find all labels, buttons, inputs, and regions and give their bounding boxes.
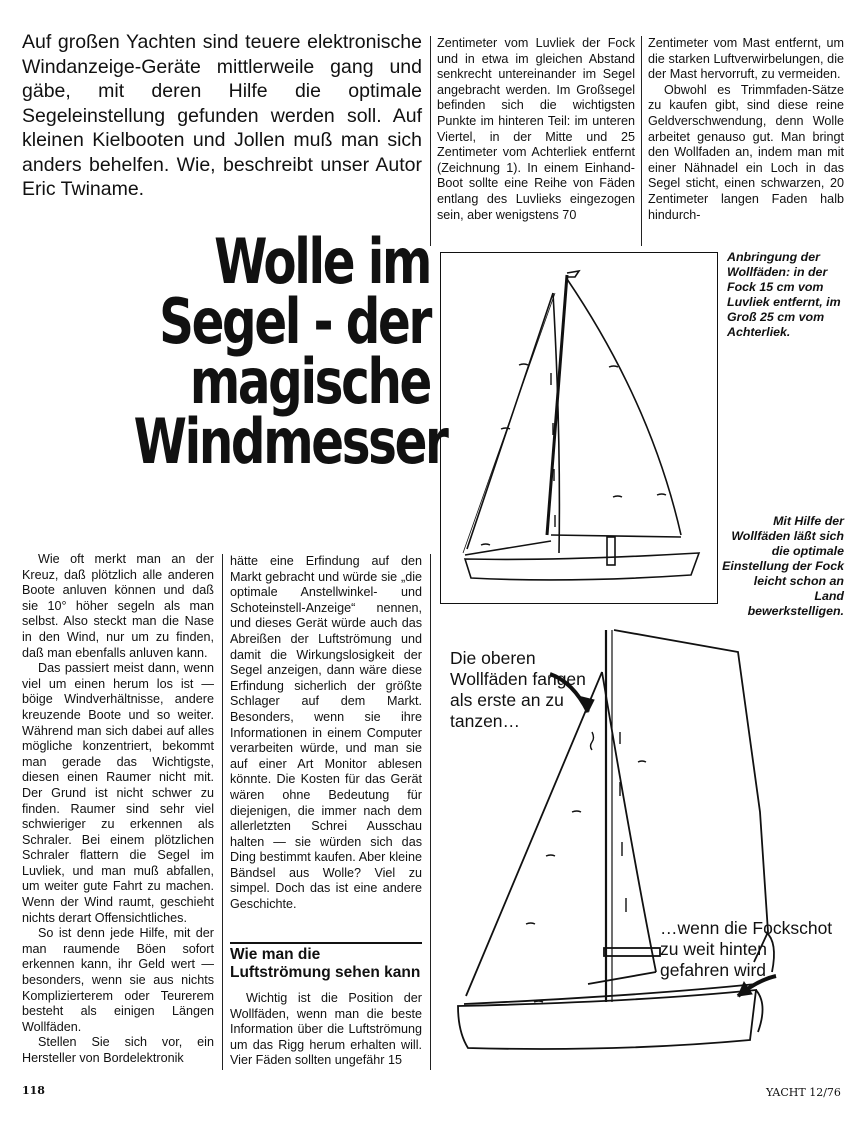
drawing-label-lower: …wenn die Fockschot zu weit hinten gefahren wird (660, 918, 833, 980)
page-number: 118 (22, 1084, 45, 1097)
column-rule (641, 36, 642, 246)
column-rule (222, 554, 223, 1070)
headline (133, 225, 447, 478)
top-column-1 (437, 36, 635, 223)
issue-label: YACHT 12/76 (766, 1086, 841, 1099)
paragraph: Obwohl es Trimmfaden-Sätze zu kaufen gibt, sind diese reine Geldverschwendung, denn Wolle arbeitet genauso gut. Man bringt den Wollfaden an, indem man mit einer Nähnadel ein Loch in das Segel sticht, einen schwarzen, 20 Zentimeter langen Faden halb hindurch- (648, 82, 844, 222)
paragraph: So ist denn jede Hilfe, mit der man raumende Böen sofort erkennen kann, ihr Geld wert — besonders, wenn sie aus nichts Komplizierterem oder Teurerem besteht als einigen Längen Wollfäden. (22, 926, 214, 1034)
subheading: Wie man die Luftströmung sehen kann (230, 946, 421, 981)
drawing-label-upper: Die oberen Wollfäden fangen als erste an zu tanzen… (450, 648, 586, 731)
headline-line-4: Windmesser (133, 405, 447, 478)
body-column-2 (230, 554, 422, 913)
sail-drawing-2 (438, 612, 848, 1070)
caption-2: Mit Hilfe der Wollfäden läßt sich die optimale Einstellung der Fock leicht schon an Land bewerkstelligen. (722, 514, 844, 618)
subhead-rule (230, 942, 422, 944)
headline-line-2: Segel - der (159, 285, 430, 358)
body-column-2b (230, 991, 422, 1069)
sail-drawing-1 (440, 252, 718, 604)
paragraph: Wichtig ist die Position der Wollfäden, wenn man die beste Information über die Luftströmung um das Rigg herum erhalten will. Vier Fäden sollten ungefähr 15 (230, 991, 422, 1068)
column-rule (430, 36, 431, 246)
paragraph: Stellen Sie sich vor, ein Hersteller von Bordelektronik (22, 1035, 214, 1065)
headline-line-3: magische (189, 345, 430, 418)
paragraph: Zentimeter vom Luvliek der Fock und in etwa im gleichen Abstand senkrecht untereinander im Segel angebracht werden. Im Großsegel befinden sich die wichtigsten Punkte im hinteren Teil: im unteren Viertel, in der Mitte und 25 Zentimeter vom Achterliek entfernt (Zeichnung 1). In einem Einhand-Boot sollte eine Reihe von Fäden entlang des Luvlieks eingezogen sein, aber wenigstens 70 (437, 36, 635, 222)
caption-1: Anbringung der Wollfäden: in der Fock 15 cm vom Luvliek entfernt, im Groß 25 cm vom Achterliek. (727, 250, 841, 339)
paragraph: Wie oft merkt man an der Kreuz, daß plötzlich alle anderen Boote anluven können und daß sie 10° höher segeln als man selbst. Also steckt man die Nase in den Wind, nur um zu finden, daß man ebenfalls anluven kann. (22, 552, 214, 660)
intro-text: Auf großen Yachten sind teuere elektronische Windanzeige-Geräte mittlerweile gang und gäbe, mit deren Hilfe die optimale Segeleinstellung gefunden werden soll. Auf kleinen Kielbooten und Jollen muß man sich anders behelfen. Wie, beschreibt unser Autor Eric Twiname. (22, 31, 422, 200)
column-rule (430, 554, 431, 1070)
dinghy-sketch (441, 253, 717, 603)
paragraph: Zentimeter vom Mast entfernt, um die starken Luftverwirbelungen, die der Mast hervorruft, zu vermeiden. (648, 36, 844, 82)
headline-line-1: Wolle im (214, 225, 430, 298)
paragraph: Das passiert meist dann, wenn viel um einen herum los ist — böige Windverhältnisse, andere kreuzende Boote und so weiter. Während man sich dabei auf alles mögliche konzentriert, bekommt man gerade das Wichtigste, diesen einen Raumer nicht mit. Der Grund ist nicht schwer zu finden. Raumer sind sehr viel schwieriger zu erkennen als Schraler. Bei einem plötzlichen Schraler flattern die Segel im Luvliek, und man muß abfallen, um weiter gute Fahrt zu machen. Wenn der Wind raumt, geschieht nichts derart Offensichtliches. (22, 661, 214, 925)
body-column-1 (22, 552, 214, 1067)
paragraph: hätte eine Erfindung auf den Markt gebracht und würde sie „die optimale Anstellwinkel- und Schoteinstell-Anzeige“ nennen, und dieses Gerät würde auch das Abreißen der Luftströmung und damit die Wirkungslosigkeit der Segel anzeigen, dann wäre diese Erfindung sicherlich der größte Schlager auf dem Markt. Besonders, wenn sie ihre Informationen in einem Computer verarbeiten würde, und man sie auf einer Art Monitor ablesen könnte. Die Kosten für das Gerät wären ohne Bedeutung für diejenigen, die immer nach dem allerletzten Schrei Ausschau halten — sie würden sich das Ding bestimmt kaufen. Aber kleine Bändsel aus Wolle? Viel zu simpel. Doch das ist eine andere Geschichte. (230, 554, 422, 912)
top-column-2 (648, 36, 844, 223)
